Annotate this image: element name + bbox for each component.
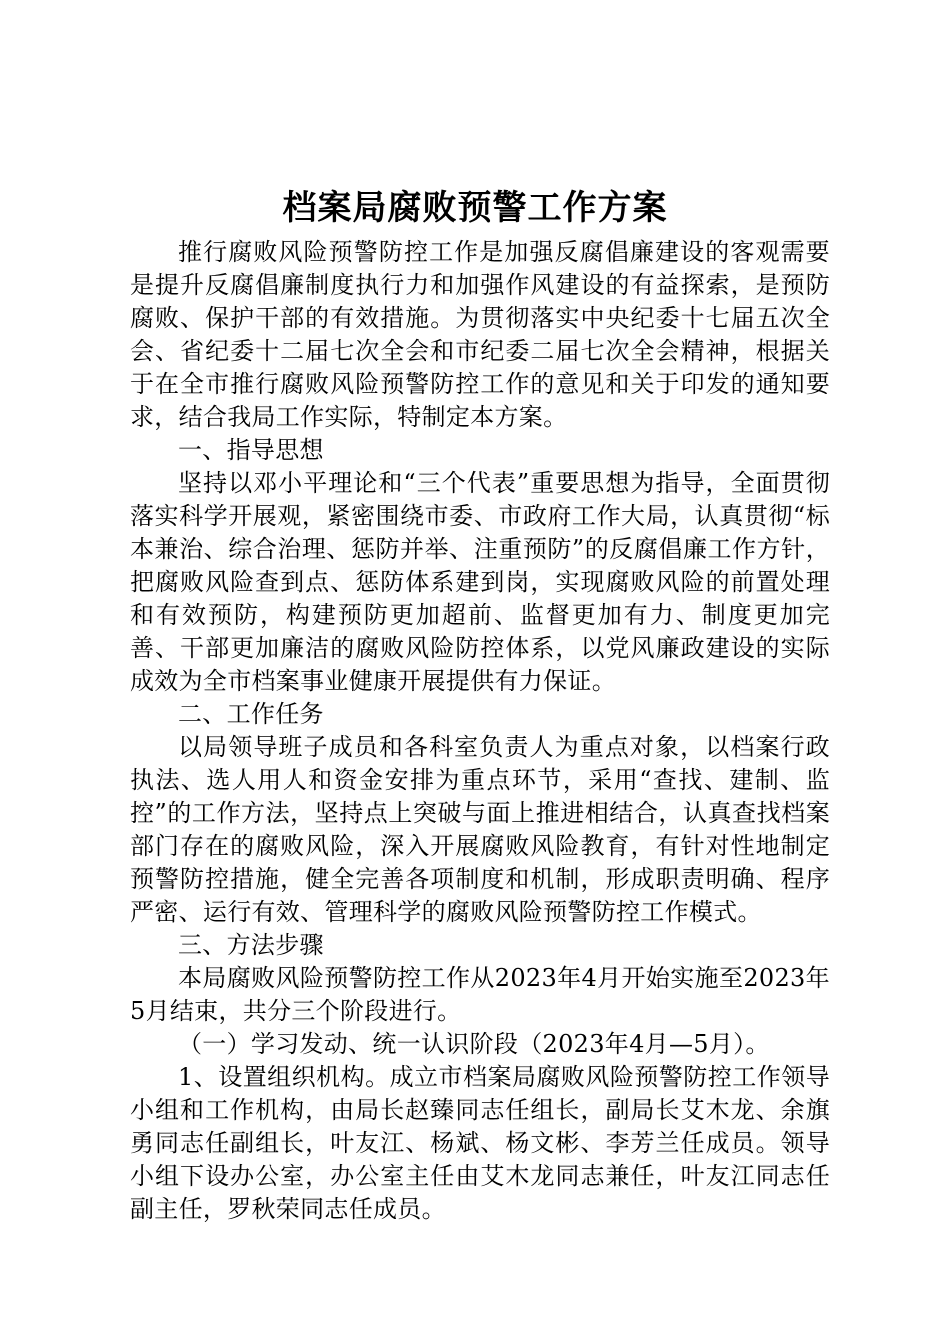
paragraph-work-tasks: 以局领导班子成员和各科室负责人为重点对象，以档案行政执法、选人用人和资金安排为重点环节，采用“查找、建制、监控”的工作方法，坚持点上突破与面上推进相结合，认真查找档案部门存在的腐败风险，深入开展腐败风险教育，有针对性地制定预警防控措施，健全完善各项制度和机制，形成职责明确、程序严密、运行有效、管理科学的腐败风险预警防控工作模式。	[130, 733, 830, 926]
document-body	[130, 236, 830, 1226]
section-heading-work-tasks: 二、工作任务	[178, 700, 324, 728]
paragraph-guiding-ideology: 坚持以邓小平理论和“三个代表”重要思想为指导，全面贯彻落实科学开展观，紧密围绕市委、市政府工作大局，认真贯彻“标本兼治、综合治理、惩防并举、注重预防”的反腐倡廉工作方针，把腐败风险查到点、惩防体系建到岗，实现腐败风险的前置处理和有效预防，构建预防更加超前、监督更加有力、制度更加完善、干部更加廉洁的腐败风险防控体系，以党风廉政建设的实际成效为全市档案事业健康开展提供有力保证。	[130, 469, 830, 695]
section-heading-methods-steps: 三、方法步骤	[178, 931, 324, 959]
subsection-heading-stage-one: （一）学习发动、统一认识阶段（2023年4月—5月）。	[178, 1030, 770, 1058]
paragraph-methods-steps: 本局腐败风险预警防控工作从2023年4月开始实施至2023年5月结束，共分三个阶段进行。	[130, 964, 830, 1025]
section-heading-guiding-ideology: 一、指导思想	[178, 436, 324, 464]
document-title: 档案局腐败预警工作方案	[282, 188, 668, 228]
paragraph-organization: 1、设置组织机构。成立市档案局腐败风险预警防控工作领导小组和工作机构，由局长赵臻同志任组长，副局长艾木龙、余旗勇同志任副组长，叶友江、杨斌、杨文彬、李芳兰任成员。领导小组下设办公室，办公室主任由艾木龙同志兼任，叶友江同志任副主任，罗秋荣同志任成员。	[130, 1063, 830, 1223]
paragraph-intro: 推行腐败风险预警防控工作是加强反腐倡廉建设的客观需要是提升反腐倡廉制度执行力和加强作风建设的有益探索，是预防腐败、保护干部的有效措施。为贯彻落实中央纪委十七届五次全会、省纪委十二届七次全会和市纪委二届七次全会精神，根据关于在全市推行腐败风险预警防控工作的意见和关于印发的通知要求，结合我局工作实际，特制定本方案。	[130, 238, 830, 431]
